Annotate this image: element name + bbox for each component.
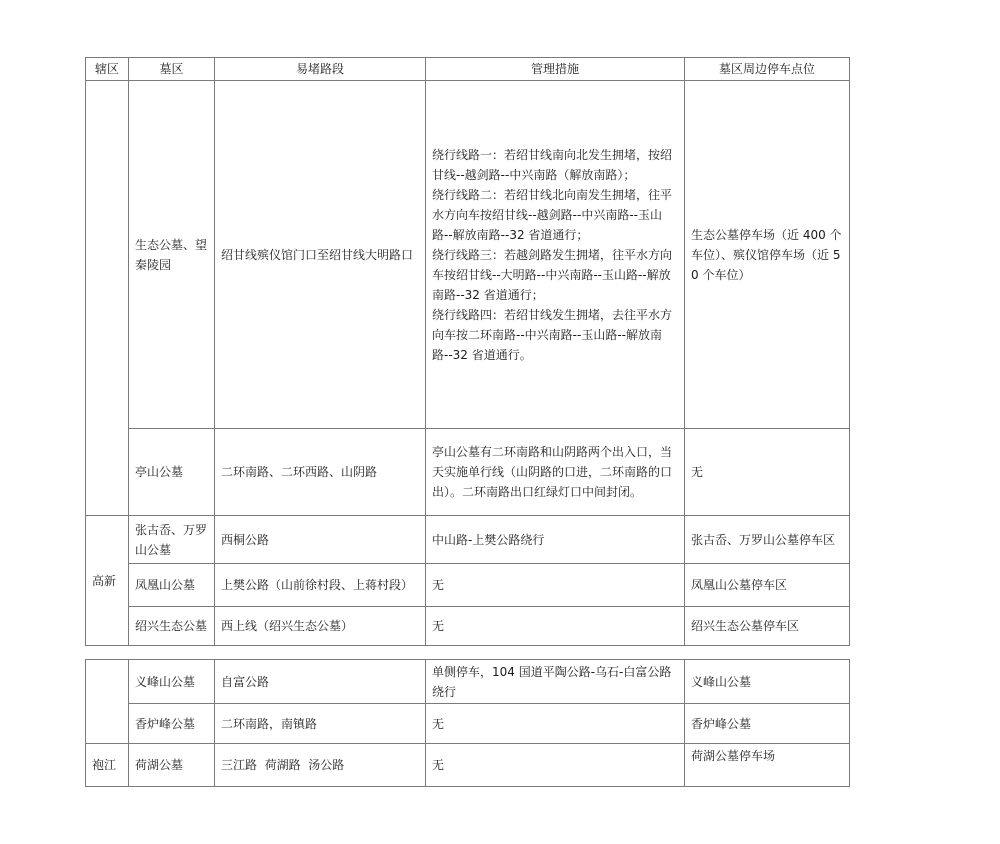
congested-road-cell: 上樊公路（山前徐村段、上蒋村段） [215, 564, 426, 607]
cemetery-cell: 张古岙、万罗山公墓 [129, 516, 215, 564]
measures-cell: 中山路-上樊公路绕行 [426, 516, 685, 564]
header-parking: 墓区周边停车点位 [685, 58, 850, 81]
congested-road-cell: 三江路 荷湖路 汤公路 [215, 744, 426, 787]
district-cell: 袍江 [86, 744, 129, 787]
congested-road-cell: 西桐公路 [215, 516, 426, 564]
table-row [86, 81, 850, 429]
measures-cell: 无 [426, 744, 685, 787]
cemetery-cell: 凤凰山公墓 [129, 564, 215, 607]
measures-cell: 无 [426, 704, 685, 744]
table-row [86, 516, 850, 564]
congested-road-cell: 自富公路 [215, 660, 426, 704]
cemetery-cell: 香炉峰公墓 [129, 704, 215, 744]
district-cell [86, 81, 129, 516]
header-district: 辖区 [86, 58, 129, 81]
detour-route-4: 绕行线路四：若绍甘线发生拥堵，去往平水方向车按二环南路--中兴南路--玉山路--解放南路--32 省道通行。 [432, 307, 673, 362]
detour-route-1: 绕行线路一：若绍甘线南向北发生拥堵，按绍甘线--越剑路--中兴南路（解放南路）； [432, 147, 673, 182]
table-row [86, 660, 850, 704]
parking-cell: 张古岙、万罗山公墓停车区 [685, 516, 850, 564]
parking-cell: 绍兴生态公墓停车区 [685, 607, 850, 646]
congested-road-cell: 二环南路，南镇路 [215, 704, 426, 744]
cemetery-cell: 绍兴生态公墓 [129, 607, 215, 646]
measures-cell [426, 81, 685, 429]
detour-route-2: 绕行线路二：若绍甘线北向南发生拥堵，往平水方向车按绍甘线--越剑路--中兴南路--玉山路--解放南路--32 省道通行； [432, 187, 673, 242]
congested-road-cell: 二环南路、二环西路、山阴路 [215, 429, 426, 516]
measures-cell: 单侧停车，104 国道平陶公路-乌石-白富公路绕行 [426, 660, 685, 704]
header-cemetery: 墓区 [129, 58, 215, 81]
measures-cell: 亭山公墓有二环南路和山阴路两个出入口，当天实施单行线（山阴路的口进，二环南路的口出）。二环南路出口红绿灯口中间封闭。 [426, 429, 685, 516]
parking-cell: 荷湖公墓停车场 [685, 744, 850, 787]
district-cell [86, 660, 129, 744]
cemetery-cell: 荷湖公墓 [129, 744, 215, 787]
header-measures: 管理措施 [426, 58, 685, 81]
parking-cell: 生态公墓停车场（近 400 个车位）、殡仪馆停车场（近 50 个车位） [685, 81, 850, 429]
table-row [86, 704, 850, 744]
table-row [86, 564, 850, 607]
parking-cell: 香炉峰公墓 [685, 704, 850, 744]
table-row [86, 429, 850, 516]
congested-road-cell: 绍甘线殡仪馆门口至绍甘线大明路口 [215, 81, 426, 429]
cemetery-cell: 生态公墓、望秦陵园 [129, 81, 215, 429]
cemetery-cell: 义峰山公墓 [129, 660, 215, 704]
detour-route-3: 绕行线路三：若越剑路发生拥堵，往平水方向车按绍甘线--大明路--中兴南路--玉山路--解放南路--32 省道通行； [432, 247, 673, 302]
table-row [86, 744, 850, 787]
parking-cell: 无 [685, 429, 850, 516]
parking-cell: 义峰山公墓 [685, 660, 850, 704]
parking-cell: 凤凰山公墓停车区 [685, 564, 850, 607]
table-header-row [86, 58, 850, 81]
cemetery-traffic-table-part2 [85, 659, 850, 787]
measures-cell: 无 [426, 607, 685, 646]
district-cell: 高新 [86, 516, 129, 646]
cemetery-traffic-table-part1 [85, 57, 850, 646]
table-row [86, 607, 850, 646]
header-congested-road: 易堵路段 [215, 58, 426, 81]
congested-road-cell: 西上线（绍兴生态公墓） [215, 607, 426, 646]
cemetery-cell: 亭山公墓 [129, 429, 215, 516]
measures-cell: 无 [426, 564, 685, 607]
